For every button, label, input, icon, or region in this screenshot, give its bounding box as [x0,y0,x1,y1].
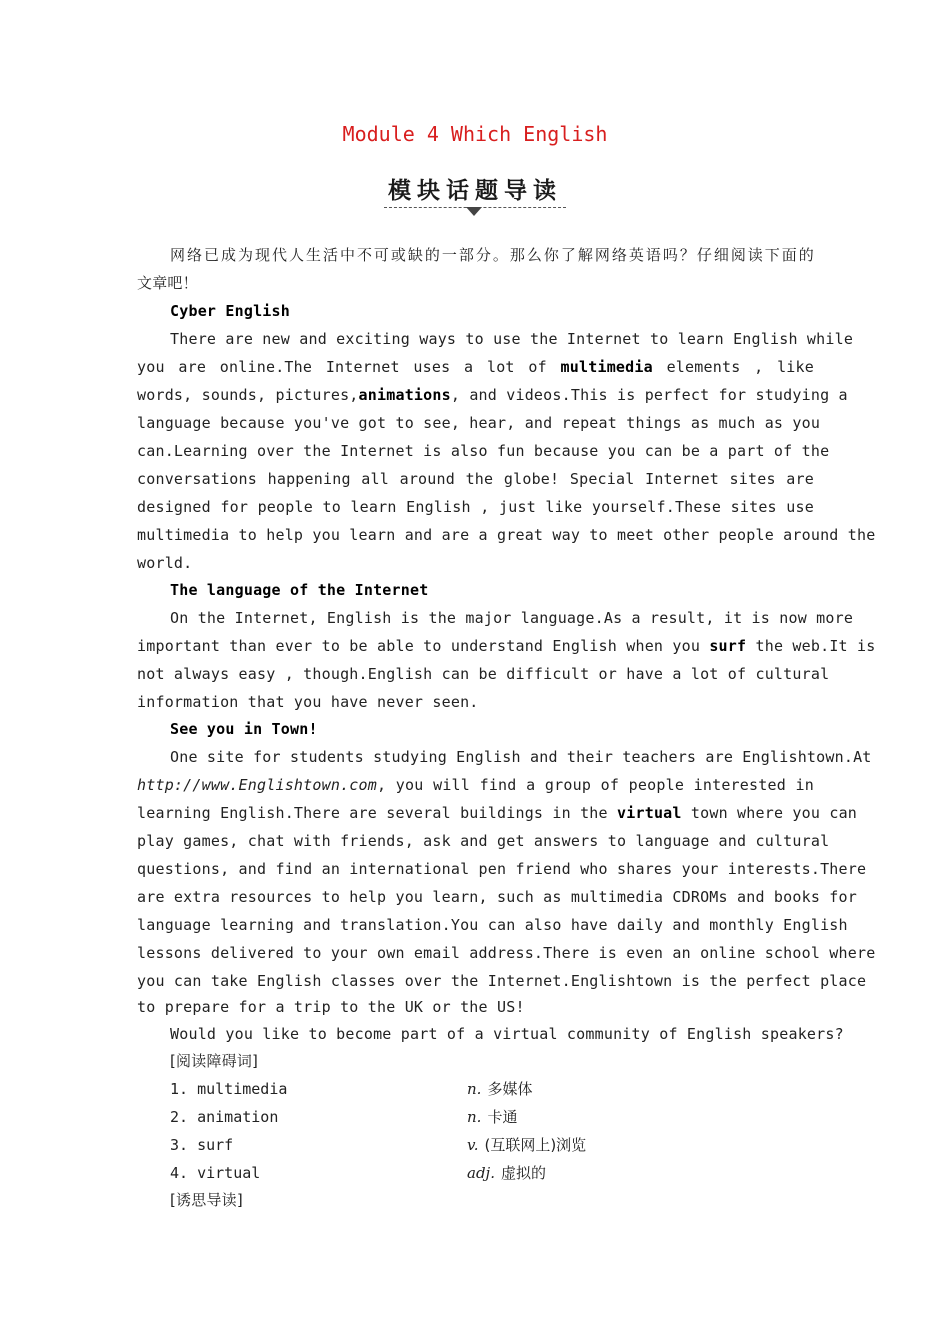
vocab-meaning: n. 多媒体 [467,1080,533,1098]
paragraph-line: you can take English classes over the Internet.Englishtown is the perfect place [137,972,867,990]
paragraph-line: you are online.The Internet uses a lot of multimedia elements , like [137,358,814,376]
paragraph-line: learning English.There are several buildings in the virtual town where you can [137,804,858,822]
heading-language-of-internet: The language of the Internet [170,581,429,599]
paragraph-line: words, sounds, pictures,animations, and videos.This is perfect for studying a [137,386,848,404]
paragraph-line: lessons delivered to your own email address.There is even an online school where [137,944,876,962]
triangle-down-icon [466,207,482,216]
paragraph-line: language because you've got to see, hear, and repeat things as much as you [137,414,821,432]
vocab-word: 1. multimedia [170,1080,288,1098]
paragraph-line: There are new and exciting ways to use the Internet to learn English while [170,330,854,348]
section-heading-text: 模块话题导读 [388,178,562,204]
vocab-meaning: n. 卡通 [467,1108,518,1126]
vocab-word: 2. animation [170,1108,279,1126]
paragraph-line: questions, and find an international pen friend who shares your interests.There [137,860,867,878]
intro-line-2: 文章吧！ [137,274,198,292]
keyword-multimedia: multimedia [560,358,653,376]
paragraph-line: not always easy , though.English can be difficult or have a lot of cultural [137,665,830,683]
guide-label: [诱思导读] [170,1191,243,1209]
paragraph-line: important than ever to be able to understand English when you surf the web.It is [137,637,876,655]
keyword-virtual: virtual [617,804,682,822]
paragraph-line: multimedia to help you learn and are a great way to meet other people around the [137,526,876,544]
paragraph-line: to prepare for a trip to the UK or the US! [137,998,525,1016]
vocab-label: [阅读障碍词] [170,1052,259,1070]
paragraph-line: can.Learning over the Internet is also fun because you can be a part of the [137,442,830,460]
closing-question: Would you like to become part of a virtual community of English speakers? [170,1025,844,1043]
vocab-word: 4. virtual [170,1164,261,1182]
paragraph-line: One site for students studying English and their teachers are Englishtown.At [170,748,872,766]
paragraph-line: http://www.Englishtown.com, you will find a group of people interested in [137,776,814,794]
website-url: http://www.Englishtown.com [137,776,377,794]
module-title: Module 4 Which English [342,122,608,146]
paragraph-line: language learning and translation.You can also have daily and monthly English [137,916,848,934]
heading-see-you-in-town: See you in Town! [170,720,318,738]
paragraph-line: are extra resources to help you learn, such as multimedia CDROMs and books for [137,888,857,906]
paragraph-line: designed for people to learn English , just like yourself.These sites use [137,498,814,516]
paragraph-line: play games, chat with friends, ask and get answers to language and cultural [137,832,830,850]
vocab-word: 3. surf [170,1136,234,1154]
paragraph-line: conversations happening all around the globe! Special Internet sites are [137,470,814,488]
vocab-meaning: adj. 虚拟的 [467,1164,546,1182]
heading-cyber-english: Cyber English [170,302,290,320]
keyword-surf: surf [709,637,747,655]
vocab-meaning: v. (互联网上)浏览 [467,1136,587,1154]
section-heading [384,176,566,210]
paragraph-line: On the Internet, English is the major language.As a result, it is now more [170,609,854,627]
intro-line-1: 网络已成为现代人生活中不可或缺的一部分。那么你了解网络英语吗？仔细阅读下面的 [170,246,814,264]
keyword-animations: animations [358,386,451,404]
paragraph-line: information that you have never seen. [137,693,479,711]
paragraph-line: world. [137,554,193,572]
